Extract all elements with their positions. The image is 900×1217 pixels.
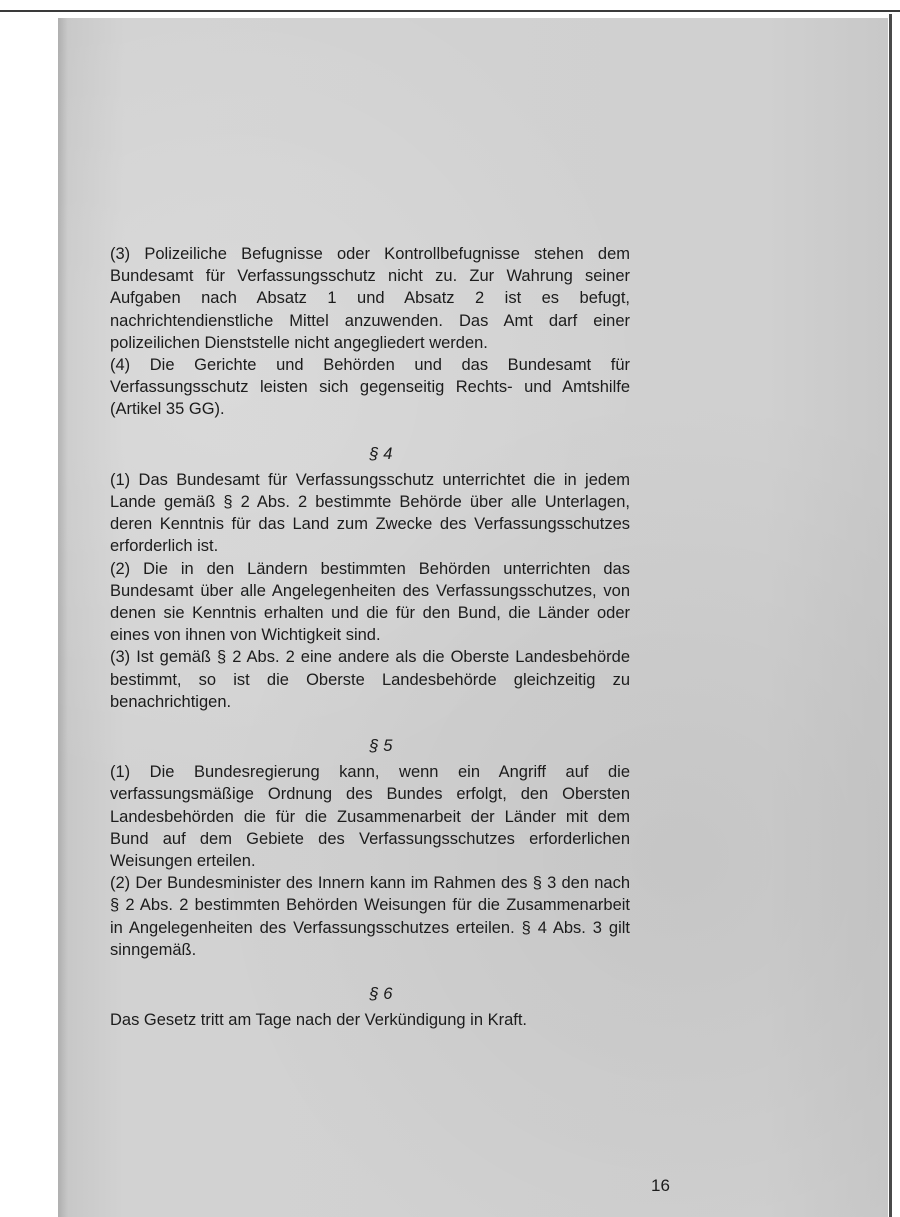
paragraph-4-1: (1) Das Bundesamt für Verfassungsschutz unterrichtet die in jedem Lande gemäß § 2 Abs. 2 bestimmte Behörde über alle Unterlagen, deren Kenntnis für das Land zum Zwecke des Verfassungsschutzes erforderlich ist. [110,470,630,556]
paragraph-3-4: (4) Die Gerichte und Behörden und das Bundesamt für Verfassungsschutz leisten sich gegenseitig Rechts- und Amtshilfe (Artikel 35 GG). [110,356,630,419]
section-5-heading: § 5 [369,737,393,756]
document-body [110,243,630,1032]
paragraph-5-1: (1) Die Bundesregierung kann, wenn ein Angriff auf die verfassungsmäßige Ordnung des Bundes erfolgt, den Obersten Landesbehörden die für die Zusammenarbeit der Länder mit dem Bund auf dem Gebiete des Verfassungsschutzes erforderlichen Weisungen erteilen. [110,763,630,871]
scan-right-edge [889,14,892,1217]
page-number: 16 [651,1176,670,1195]
paragraph-3-3: (3) Polizeiliche Befugnisse oder Kontrollbefugnisse stehen dem Bundesamt für Verfassungsschutz nicht zu. Zur Wahrung seiner Aufgaben nach Absatz 1 und Absatz 2 ist es befugt, nachrichtendienstliche Mittel anzuwenden. Das Amt darf einer polizeilichen Dienststelle nicht angegliedert werden. [110,245,630,352]
paragraph-4-2: (2) Die in den Ländern bestimmten Behörden unterrichten das Bundesamt über alle Angelegenheiten des Verfassungsschutzes, von denen sie Kenntnis erhalten und die für den Bund, die Länder oder eines von ihnen von Wichtigkeit sind. [110,559,630,645]
paragraph-6: Das Gesetz tritt am Tage nach der Verkündigung in Kraft. [110,1011,528,1030]
scan-top-edge [0,10,900,12]
paragraph-5-2: (2) Der Bundesminister des Innern kann im Rahmen des § 3 den nach § 2 Abs. 2 bestimmten Behörden Weisungen für die Zusammenarbeit in Angelegenheiten des Verfassungsschutzes erteilen. § 4 Abs. 3 gilt sinngemäß. [110,874,630,959]
section-6-heading: § 6 [369,985,393,1004]
section-4-heading: § 4 [369,444,393,463]
page-binding-shadow [58,18,68,1217]
paragraph-4-3: (3) Ist gemäß § 2 Abs. 2 eine andere als die Oberste Landesbehörde bestimmt, so ist die Oberste Landesbehörde gleichzeitig zu benachrichtigen. [110,648,630,711]
